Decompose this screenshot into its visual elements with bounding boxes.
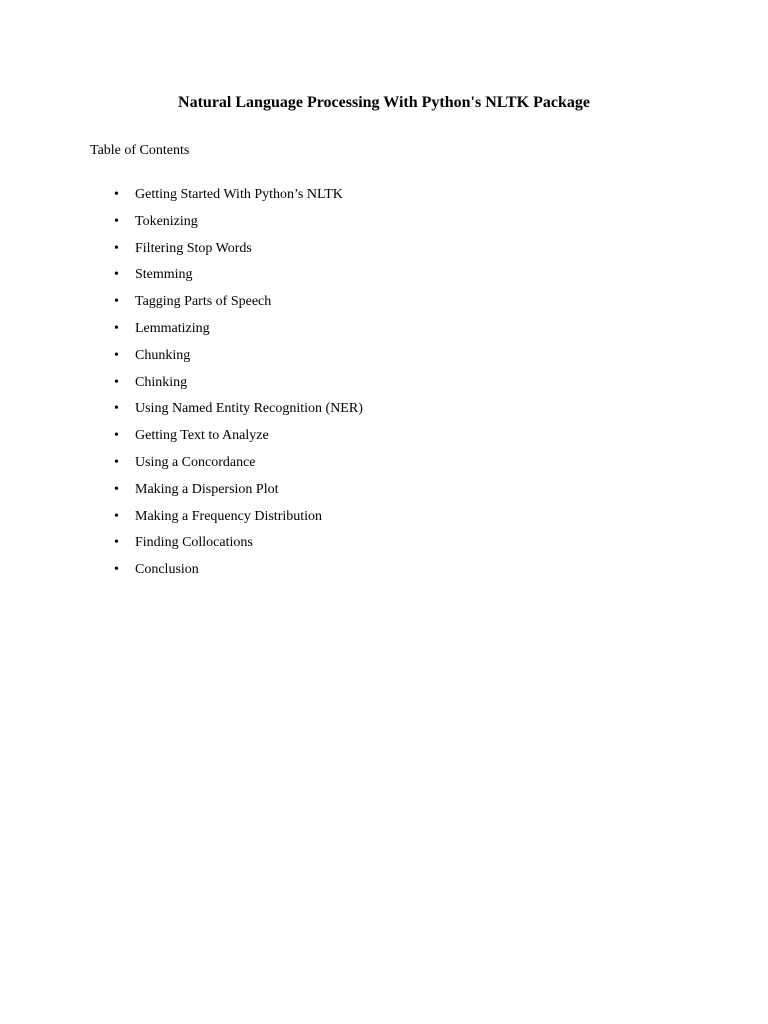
toc-item-label: Making a Frequency Distribution <box>135 508 323 524</box>
toc-item-label: Tokenizing <box>135 213 198 229</box>
toc-item-label: Conclusion <box>135 562 199 578</box>
document-title: Natural Language Processing With Python's NLTK Package <box>178 94 590 111</box>
bullet-icon: • <box>114 347 119 363</box>
bullet-icon: • <box>114 320 119 336</box>
bullet-icon: • <box>114 428 119 444</box>
toc-heading: Table of Contents <box>90 143 190 158</box>
toc-item-label: Chunking <box>135 347 191 363</box>
bullet-icon: • <box>114 240 119 256</box>
toc-item-label: Tagging Parts of Speech <box>135 294 272 310</box>
toc-item-label: Chinking <box>135 374 188 390</box>
bullet-icon: • <box>114 562 119 578</box>
bullet-icon: • <box>114 374 119 390</box>
bullet-icon: • <box>114 508 119 524</box>
bullet-icon: • <box>114 535 119 551</box>
bullet-icon: • <box>114 267 119 283</box>
toc-item-label: Making a Dispersion Plot <box>135 481 279 497</box>
toc-item-label: Stemming <box>135 267 193 283</box>
toc-item-label: Finding Collocations <box>135 535 253 551</box>
toc-item-label: Lemmatizing <box>135 320 210 336</box>
bullet-icon: • <box>114 294 119 310</box>
bullet-icon: • <box>114 454 119 470</box>
toc-item-label: Getting Text to Analyze <box>135 428 269 444</box>
toc-item-label: Getting Started With Python’s NLTK <box>135 187 343 202</box>
toc-item-label: Filtering Stop Words <box>135 240 252 256</box>
bullet-icon: • <box>114 213 119 229</box>
toc-item-label: Using a Concordance <box>135 454 256 470</box>
bullet-icon: • <box>114 481 119 497</box>
bullet-icon: • <box>114 401 119 417</box>
toc-item-label: Using Named Entity Recognition (NER) <box>135 401 363 417</box>
bullet-icon: • <box>114 187 119 202</box>
